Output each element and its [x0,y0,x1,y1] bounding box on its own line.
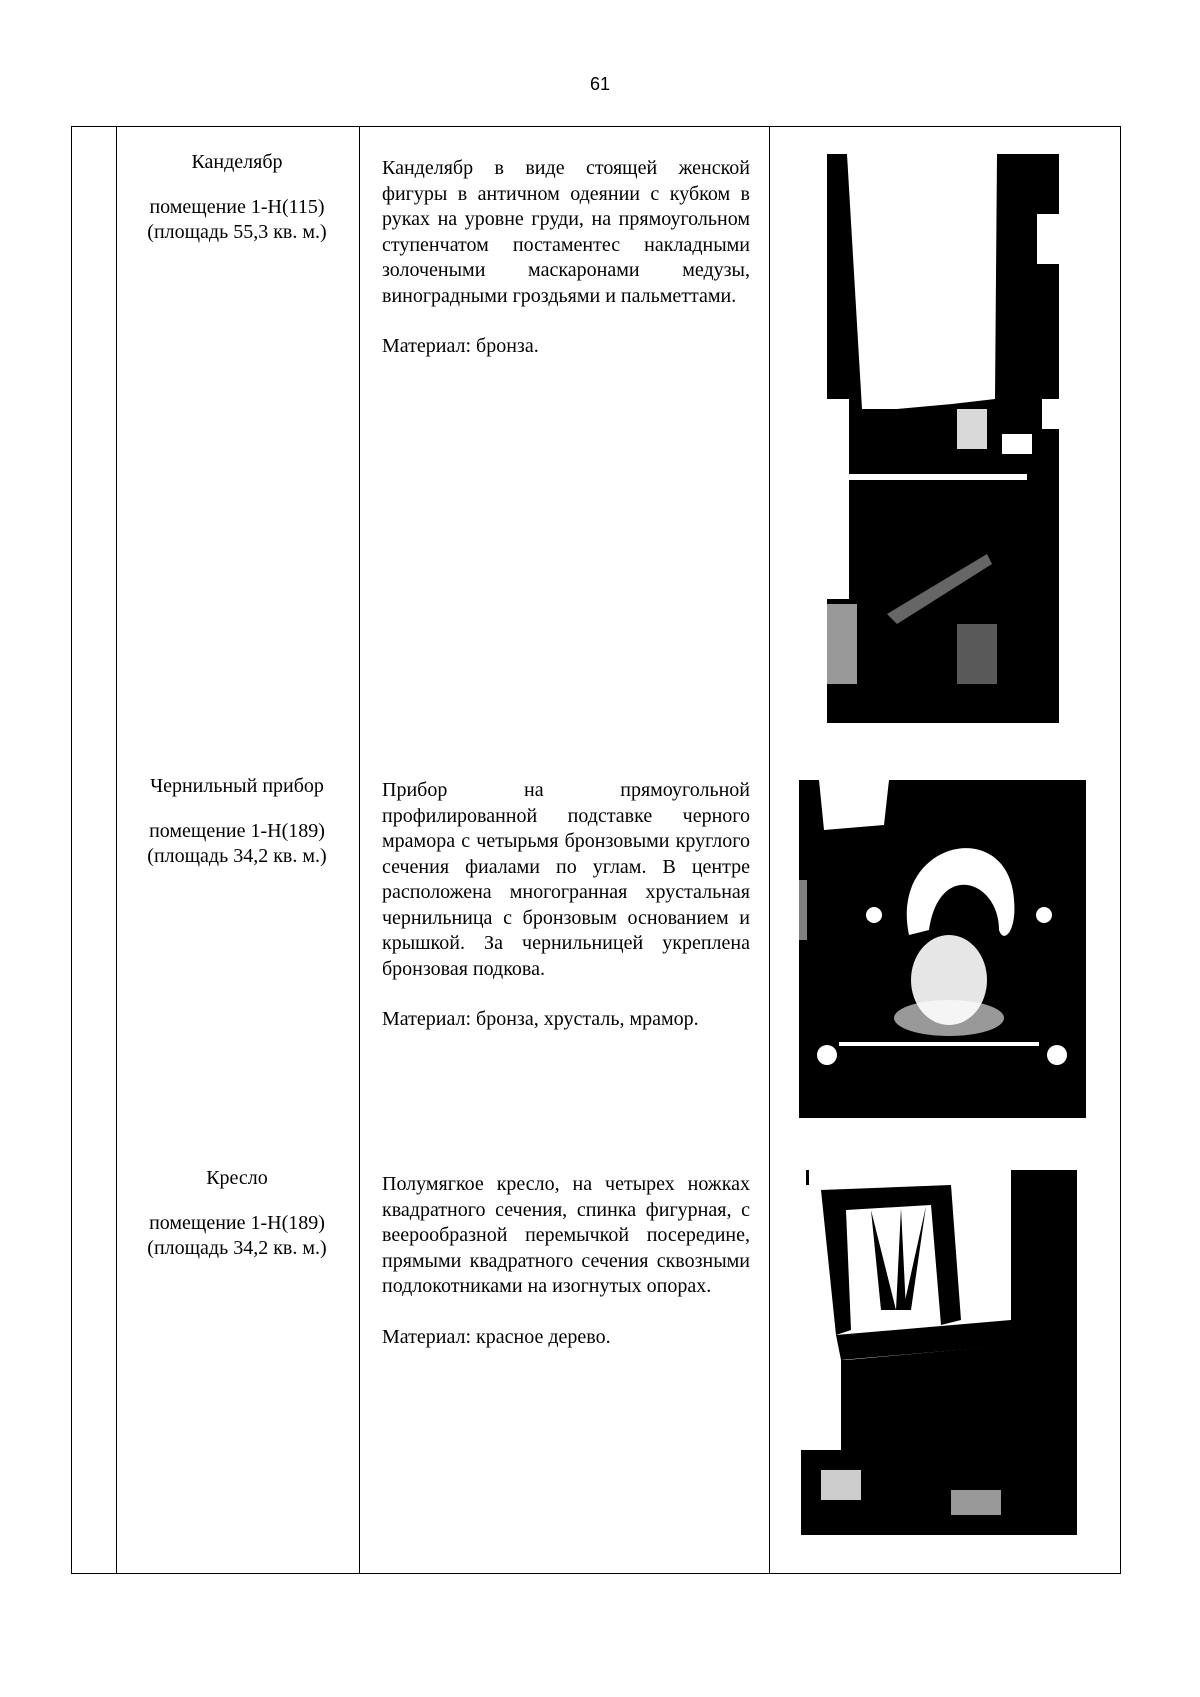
armchair-icon [801,1170,1077,1535]
item-area: (площадь 55,3 кв. м.) [147,221,327,243]
item-description-cell [382,778,750,1033]
page-number: 61 [589,74,611,94]
column-divider [769,127,770,1573]
item-area: (площадь 34,2 кв. м.) [147,845,327,867]
item-area: (площадь 34,2 кв. м.) [147,1237,327,1259]
item-room: помещение 1-Н(189) [149,1212,325,1234]
item-name-cell [122,150,352,245]
item-material: Материал: бронза, хрусталь, мрамор. [382,1008,699,1030]
item-title: Канделябр [191,151,283,173]
candelabra-photo [827,154,1059,723]
item-title: Чернильный прибор [150,775,324,797]
item-material: Материал: красное дерево. [382,1325,611,1348]
item-name-cell [122,774,352,869]
item-room: помещение 1-Н(189) [149,820,325,842]
item-description: Прибор на прямоугольной профилированной подставке черного мрамора с четырьмя бронзовыми круглого сечения фиалами по углам. В центре расположена многогранная хрустальная чернильница с бронзовым основанием и крышкой. За чернильницей укреплена бронзовая подкова. [382,779,750,980]
item-name-cell [122,1166,352,1261]
item-material: Материал: бронза. [382,335,539,357]
column-divider [116,127,117,1573]
item-description: Канделябр в виде стоящей женской фигуры в античном одеянии с кубком в руках на уровне груди, на прямоугольном ступенчатом постаментес накладными золочеными маскаронами медузы, виноградными гроздьями и пальметтами. [382,157,750,307]
item-title: Кресло [206,1167,268,1189]
item-description: Полумягкое кресло, на четырех ножках квадратного сечения, спинка фигурная, с веерообразной перемычкой посередине, прямыми квадратного сечения сквозными подлокотниками на изогнутых опорах. [382,1173,750,1297]
inkstand-icon [799,780,1086,1118]
item-room: помещение 1-Н(115) [149,196,325,218]
column-divider [359,127,360,1573]
item-description-cell [382,156,750,360]
item-description-cell [382,1172,750,1350]
candelabra-lamp-icon [827,154,1059,723]
inkstand-photo [799,780,1086,1118]
armchair-photo [801,1170,1077,1535]
